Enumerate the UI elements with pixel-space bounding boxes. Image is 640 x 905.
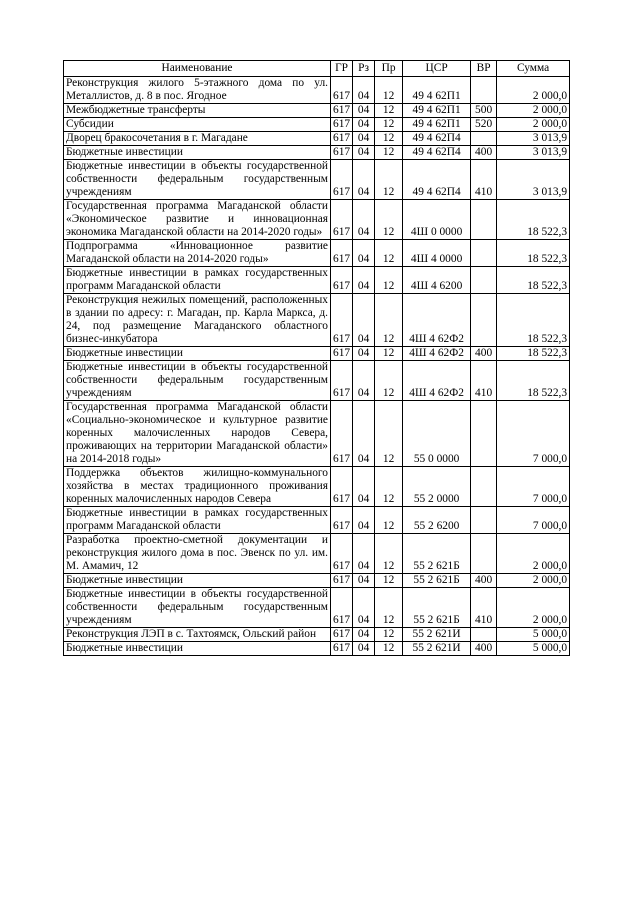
row-csr: 4Ш 4 62Ф2 [403, 294, 471, 347]
table-row [64, 118, 570, 132]
row-sum: 7 000,0 [497, 467, 570, 507]
row-name: Бюджетные инвестиции [64, 146, 331, 160]
row-rz: 04 [353, 361, 375, 401]
table-row [64, 588, 570, 628]
row-pr: 12 [375, 361, 403, 401]
row-sum: 18 522,3 [497, 294, 570, 347]
row-gr: 617 [331, 507, 353, 534]
table-row [64, 642, 570, 656]
row-vr: 400 [471, 642, 497, 656]
row-vr [471, 534, 497, 574]
row-vr [471, 401, 497, 467]
row-csr: 55 2 0000 [403, 467, 471, 507]
row-rz: 04 [353, 77, 375, 104]
table-header-row [64, 61, 570, 77]
row-rz: 04 [353, 507, 375, 534]
row-gr: 617 [331, 118, 353, 132]
row-name: Бюджетные инвестиции в объекты государственной собственности федеральным государственным учреждениям [64, 588, 331, 628]
row-sum: 2 000,0 [497, 104, 570, 118]
row-csr: 49 4 62П4 [403, 160, 471, 200]
row-vr: 410 [471, 361, 497, 401]
row-gr: 617 [331, 642, 353, 656]
row-rz: 04 [353, 118, 375, 132]
row-name: Бюджетные инвестиции в объекты государственной собственности федеральным государственным учреждениям [64, 160, 331, 200]
table-row [64, 361, 570, 401]
table-row [64, 132, 570, 146]
row-csr: 49 4 62П1 [403, 118, 471, 132]
row-name: Бюджетные инвестиции [64, 347, 331, 361]
row-csr: 4Ш 4 62Ф2 [403, 361, 471, 401]
row-vr [471, 200, 497, 240]
table-row [64, 534, 570, 574]
row-pr: 12 [375, 642, 403, 656]
row-pr: 12 [375, 628, 403, 642]
row-csr: 55 2 621Б [403, 588, 471, 628]
header-sum: Сумма [497, 61, 570, 77]
row-sum: 2 000,0 [497, 574, 570, 588]
header-vr: ВР [471, 61, 497, 77]
row-pr: 12 [375, 401, 403, 467]
row-vr [471, 267, 497, 294]
row-pr: 12 [375, 534, 403, 574]
row-csr: 49 4 62П4 [403, 146, 471, 160]
row-name: Разработка проектно-сметной документации и реконструкция жилого дома в пос. Эвенск по ул. им. М. Амамич, 12 [64, 534, 331, 574]
row-vr [471, 132, 497, 146]
row-sum: 18 522,3 [497, 200, 570, 240]
row-name: Подпрограмма «Инновационное развитие Магаданской области на 2014-2020 годы» [64, 240, 331, 267]
row-rz: 04 [353, 588, 375, 628]
row-gr: 617 [331, 361, 353, 401]
row-vr: 410 [471, 588, 497, 628]
row-gr: 617 [331, 588, 353, 628]
row-vr [471, 77, 497, 104]
row-rz: 04 [353, 294, 375, 347]
row-gr: 617 [331, 132, 353, 146]
table-row [64, 146, 570, 160]
row-pr: 12 [375, 200, 403, 240]
row-name: Субсидии [64, 118, 331, 132]
table-row [64, 347, 570, 361]
table-row [64, 294, 570, 347]
row-name: Реконструкция ЛЭП в с. Тахтоямск, Ольский район [64, 628, 331, 642]
row-rz: 04 [353, 574, 375, 588]
budget-table [63, 60, 570, 656]
row-csr: 4Ш 4 62Ф2 [403, 347, 471, 361]
row-rz: 04 [353, 240, 375, 267]
row-gr: 617 [331, 534, 353, 574]
header-gr: ГР [331, 61, 353, 77]
row-sum: 5 000,0 [497, 642, 570, 656]
row-name: Реконструкция жилого 5-этажного дома по ул. Металлистов, д. 8 в пос. Ягодное [64, 77, 331, 104]
row-gr: 617 [331, 467, 353, 507]
row-pr: 12 [375, 588, 403, 628]
row-name: Бюджетные инвестиции в рамках государственных программ Магаданской области [64, 507, 331, 534]
row-vr: 400 [471, 347, 497, 361]
row-name: Бюджетные инвестиции [64, 642, 331, 656]
table-row [64, 240, 570, 267]
row-pr: 12 [375, 104, 403, 118]
row-csr: 55 2 621Б [403, 574, 471, 588]
row-sum: 18 522,3 [497, 267, 570, 294]
row-name: Дворец бракосочетания в г. Магадане [64, 132, 331, 146]
row-gr: 617 [331, 104, 353, 118]
row-name: Поддержка объектов жилищно-коммунального хозяйства в местах традиционного проживания коренных малочисленных народов Севера [64, 467, 331, 507]
row-gr: 617 [331, 146, 353, 160]
row-rz: 04 [353, 146, 375, 160]
row-csr: 49 4 62П4 [403, 132, 471, 146]
row-gr: 617 [331, 294, 353, 347]
row-name: Бюджетные инвестиции в рамках государственных программ Магаданской области [64, 267, 331, 294]
row-rz: 04 [353, 347, 375, 361]
row-csr: 55 2 6200 [403, 507, 471, 534]
row-name: Бюджетные инвестиции в объекты государственной собственности федеральным государственным учреждениям [64, 361, 331, 401]
row-gr: 617 [331, 240, 353, 267]
row-csr: 4Ш 4 6200 [403, 267, 471, 294]
row-name: Бюджетные инвестиции [64, 574, 331, 588]
row-sum: 7 000,0 [497, 401, 570, 467]
table-row [64, 628, 570, 642]
row-rz: 04 [353, 132, 375, 146]
table-row [64, 401, 570, 467]
row-vr: 520 [471, 118, 497, 132]
row-gr: 617 [331, 160, 353, 200]
header-csr: ЦСР [403, 61, 471, 77]
row-name: Государственная программа Магаданской области «Экономическое развитие и инновационная экономика Магаданской области на 2014-2020 годы» [64, 200, 331, 240]
row-pr: 12 [375, 132, 403, 146]
row-sum: 18 522,3 [497, 240, 570, 267]
row-csr: 4Ш 0 0000 [403, 200, 471, 240]
row-sum: 3 013,9 [497, 146, 570, 160]
row-pr: 12 [375, 507, 403, 534]
table-row [64, 574, 570, 588]
row-gr: 617 [331, 628, 353, 642]
row-name: Государственная программа Магаданской области «Социально-экономическое и культурное развитие коренных малочисленных народов Севера, проживающих на территории Магаданской области» на 2014-2018 годы» [64, 401, 331, 467]
row-rz: 04 [353, 160, 375, 200]
row-vr [471, 507, 497, 534]
row-sum: 2 000,0 [497, 77, 570, 104]
row-sum: 7 000,0 [497, 507, 570, 534]
row-rz: 04 [353, 642, 375, 656]
row-sum: 2 000,0 [497, 534, 570, 574]
table-row [64, 467, 570, 507]
row-sum: 18 522,3 [497, 347, 570, 361]
row-pr: 12 [375, 267, 403, 294]
row-vr [471, 240, 497, 267]
row-pr: 12 [375, 467, 403, 507]
row-pr: 12 [375, 294, 403, 347]
row-vr [471, 294, 497, 347]
table-row [64, 160, 570, 200]
row-sum: 5 000,0 [497, 628, 570, 642]
row-pr: 12 [375, 347, 403, 361]
header-pr: Пр [375, 61, 403, 77]
row-vr [471, 628, 497, 642]
row-csr: 55 2 621Б [403, 534, 471, 574]
row-pr: 12 [375, 146, 403, 160]
row-sum: 2 000,0 [497, 118, 570, 132]
row-rz: 04 [353, 534, 375, 574]
table-row [64, 507, 570, 534]
table-row [64, 267, 570, 294]
row-rz: 04 [353, 467, 375, 507]
row-csr: 4Ш 4 0000 [403, 240, 471, 267]
row-name: Межбюджетные трансферты [64, 104, 331, 118]
row-gr: 617 [331, 200, 353, 240]
row-gr: 617 [331, 347, 353, 361]
row-name: Реконструкция нежилых помещений, расположенных в здании по адресу: г. Магадан, пр. Карла Маркса, д. 24, под размещение Магаданского областного бизнес-инкубатора [64, 294, 331, 347]
row-vr: 500 [471, 104, 497, 118]
row-csr: 49 4 62П1 [403, 77, 471, 104]
table-row [64, 77, 570, 104]
row-csr: 49 4 62П1 [403, 104, 471, 118]
row-gr: 617 [331, 574, 353, 588]
row-vr: 410 [471, 160, 497, 200]
row-rz: 04 [353, 267, 375, 294]
row-pr: 12 [375, 77, 403, 104]
row-csr: 55 2 621И [403, 628, 471, 642]
table-row [64, 200, 570, 240]
row-vr [471, 467, 497, 507]
row-sum: 3 013,9 [497, 132, 570, 146]
row-sum: 3 013,9 [497, 160, 570, 200]
row-sum: 18 522,3 [497, 361, 570, 401]
row-sum: 2 000,0 [497, 588, 570, 628]
row-pr: 12 [375, 240, 403, 267]
row-csr: 55 0 0000 [403, 401, 471, 467]
row-pr: 12 [375, 160, 403, 200]
row-gr: 617 [331, 267, 353, 294]
header-rz: Рз [353, 61, 375, 77]
row-vr: 400 [471, 574, 497, 588]
row-vr: 400 [471, 146, 497, 160]
row-pr: 12 [375, 574, 403, 588]
row-pr: 12 [375, 118, 403, 132]
row-rz: 04 [353, 104, 375, 118]
row-gr: 617 [331, 77, 353, 104]
row-gr: 617 [331, 401, 353, 467]
row-csr: 55 2 621И [403, 642, 471, 656]
row-rz: 04 [353, 628, 375, 642]
row-rz: 04 [353, 401, 375, 467]
header-name: Наименование [64, 61, 331, 77]
row-rz: 04 [353, 200, 375, 240]
table-row [64, 104, 570, 118]
